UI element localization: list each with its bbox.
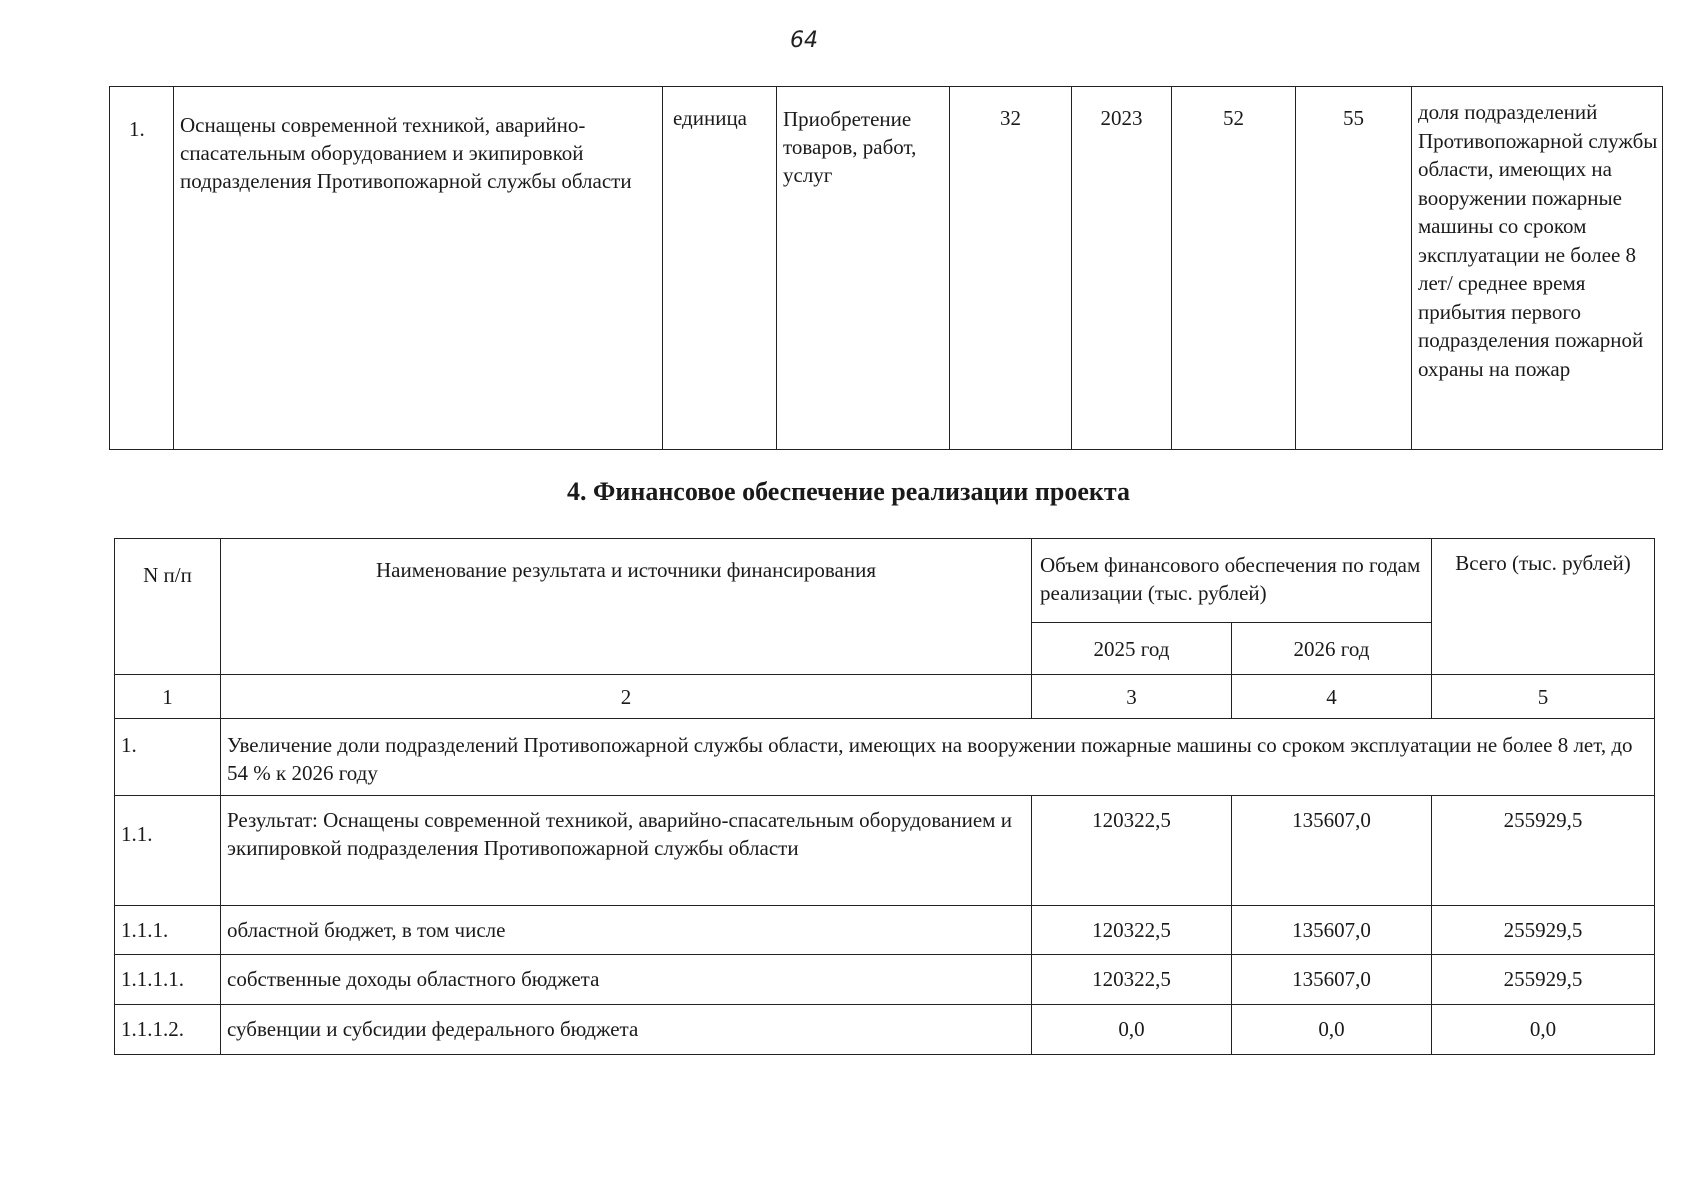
row-total: 255929,5 bbox=[1432, 796, 1655, 906]
column-number: 2 bbox=[221, 675, 1032, 719]
header-row bbox=[115, 539, 1655, 623]
row-total: 255929,5 bbox=[1432, 906, 1655, 955]
result-type: Приобретение товаров, работ, услуг bbox=[777, 87, 950, 450]
row-value-2026: 135607,0 bbox=[1232, 796, 1432, 906]
result-description: доля подразделений Противопожарной службы области, имеющих на вооружении пожарные машины со сроком эксплуатации не более 8 лет/ среднее время прибытия первого подразделения пожарной охраны на пожар bbox=[1412, 87, 1663, 450]
table-row bbox=[115, 1005, 1655, 1055]
results-table bbox=[109, 86, 1663, 450]
row-value-2026: 135607,0 bbox=[1232, 955, 1432, 1005]
row-value-2025: 120322,5 bbox=[1032, 796, 1232, 906]
row-name: собственные доходы областного бюджета bbox=[221, 955, 1032, 1005]
result-value-2026: 55 bbox=[1296, 87, 1412, 450]
row-value-2026: 0,0 bbox=[1232, 1005, 1432, 1055]
row-number: 1.1. bbox=[115, 796, 221, 906]
table-row bbox=[115, 796, 1655, 906]
page-number: 64 bbox=[790, 28, 818, 53]
row-value-2026: 135607,0 bbox=[1232, 906, 1432, 955]
column-numbers-row bbox=[115, 675, 1655, 719]
result-base-value: 32 bbox=[950, 87, 1072, 450]
row-value-2025: 0,0 bbox=[1032, 1005, 1232, 1055]
results-row bbox=[110, 87, 1663, 450]
section-title: 4. Финансовое обеспечение реализации проекта bbox=[567, 477, 1130, 506]
header-volume-group: Объем финансового обеспечения по годам реализации (тыс. рублей) bbox=[1032, 539, 1432, 623]
row-number: 1.1.1.2. bbox=[115, 1005, 221, 1055]
column-number: 1 bbox=[115, 675, 221, 719]
result-number: 1. bbox=[110, 87, 174, 450]
result-unit: единица bbox=[663, 87, 777, 450]
column-number: 4 bbox=[1232, 675, 1432, 719]
header-num: N п/п bbox=[115, 539, 221, 675]
header-total: Всего (тыс. рублей) bbox=[1432, 539, 1655, 675]
row-total: 255929,5 bbox=[1432, 955, 1655, 1005]
row-value-2025: 120322,5 bbox=[1032, 906, 1232, 955]
finance-table bbox=[114, 538, 1655, 1055]
goal-text: Увеличение доли подразделений Противопожарной службы области, имеющих на вооружении пожарные машины со сроком эксплуатации не более 8 лет, до 54 % к 2026 году bbox=[221, 719, 1655, 796]
row-name: субвенции и субсидии федерального бюджета bbox=[221, 1005, 1032, 1055]
table-row bbox=[115, 955, 1655, 1005]
result-value-2025: 52 bbox=[1172, 87, 1296, 450]
goal-row bbox=[115, 719, 1655, 796]
column-number: 5 bbox=[1432, 675, 1655, 719]
header-year-2025: 2025 год bbox=[1032, 623, 1232, 675]
result-base-year: 2023 bbox=[1072, 87, 1172, 450]
row-value-2025: 120322,5 bbox=[1032, 955, 1232, 1005]
row-name: областной бюджет, в том числе bbox=[221, 906, 1032, 955]
row-number: 1.1.1.1. bbox=[115, 955, 221, 1005]
header-name: Наименование результата и источники финансирования bbox=[221, 539, 1032, 675]
table-row bbox=[115, 906, 1655, 955]
result-name: Оснащены современной техникой, аварийно-спасательным оборудованием и экипировкой подразделения Противопожарной службы области bbox=[174, 87, 663, 450]
row-name: Результат: Оснащены современной техникой, аварийно-спасательным оборудованием и экипировкой подразделения Противопожарной службы области bbox=[221, 796, 1032, 906]
row-number: 1.1.1. bbox=[115, 906, 221, 955]
row-total: 0,0 bbox=[1432, 1005, 1655, 1055]
goal-number: 1. bbox=[115, 719, 221, 796]
header-year-2026: 2026 год bbox=[1232, 623, 1432, 675]
column-number: 3 bbox=[1032, 675, 1232, 719]
